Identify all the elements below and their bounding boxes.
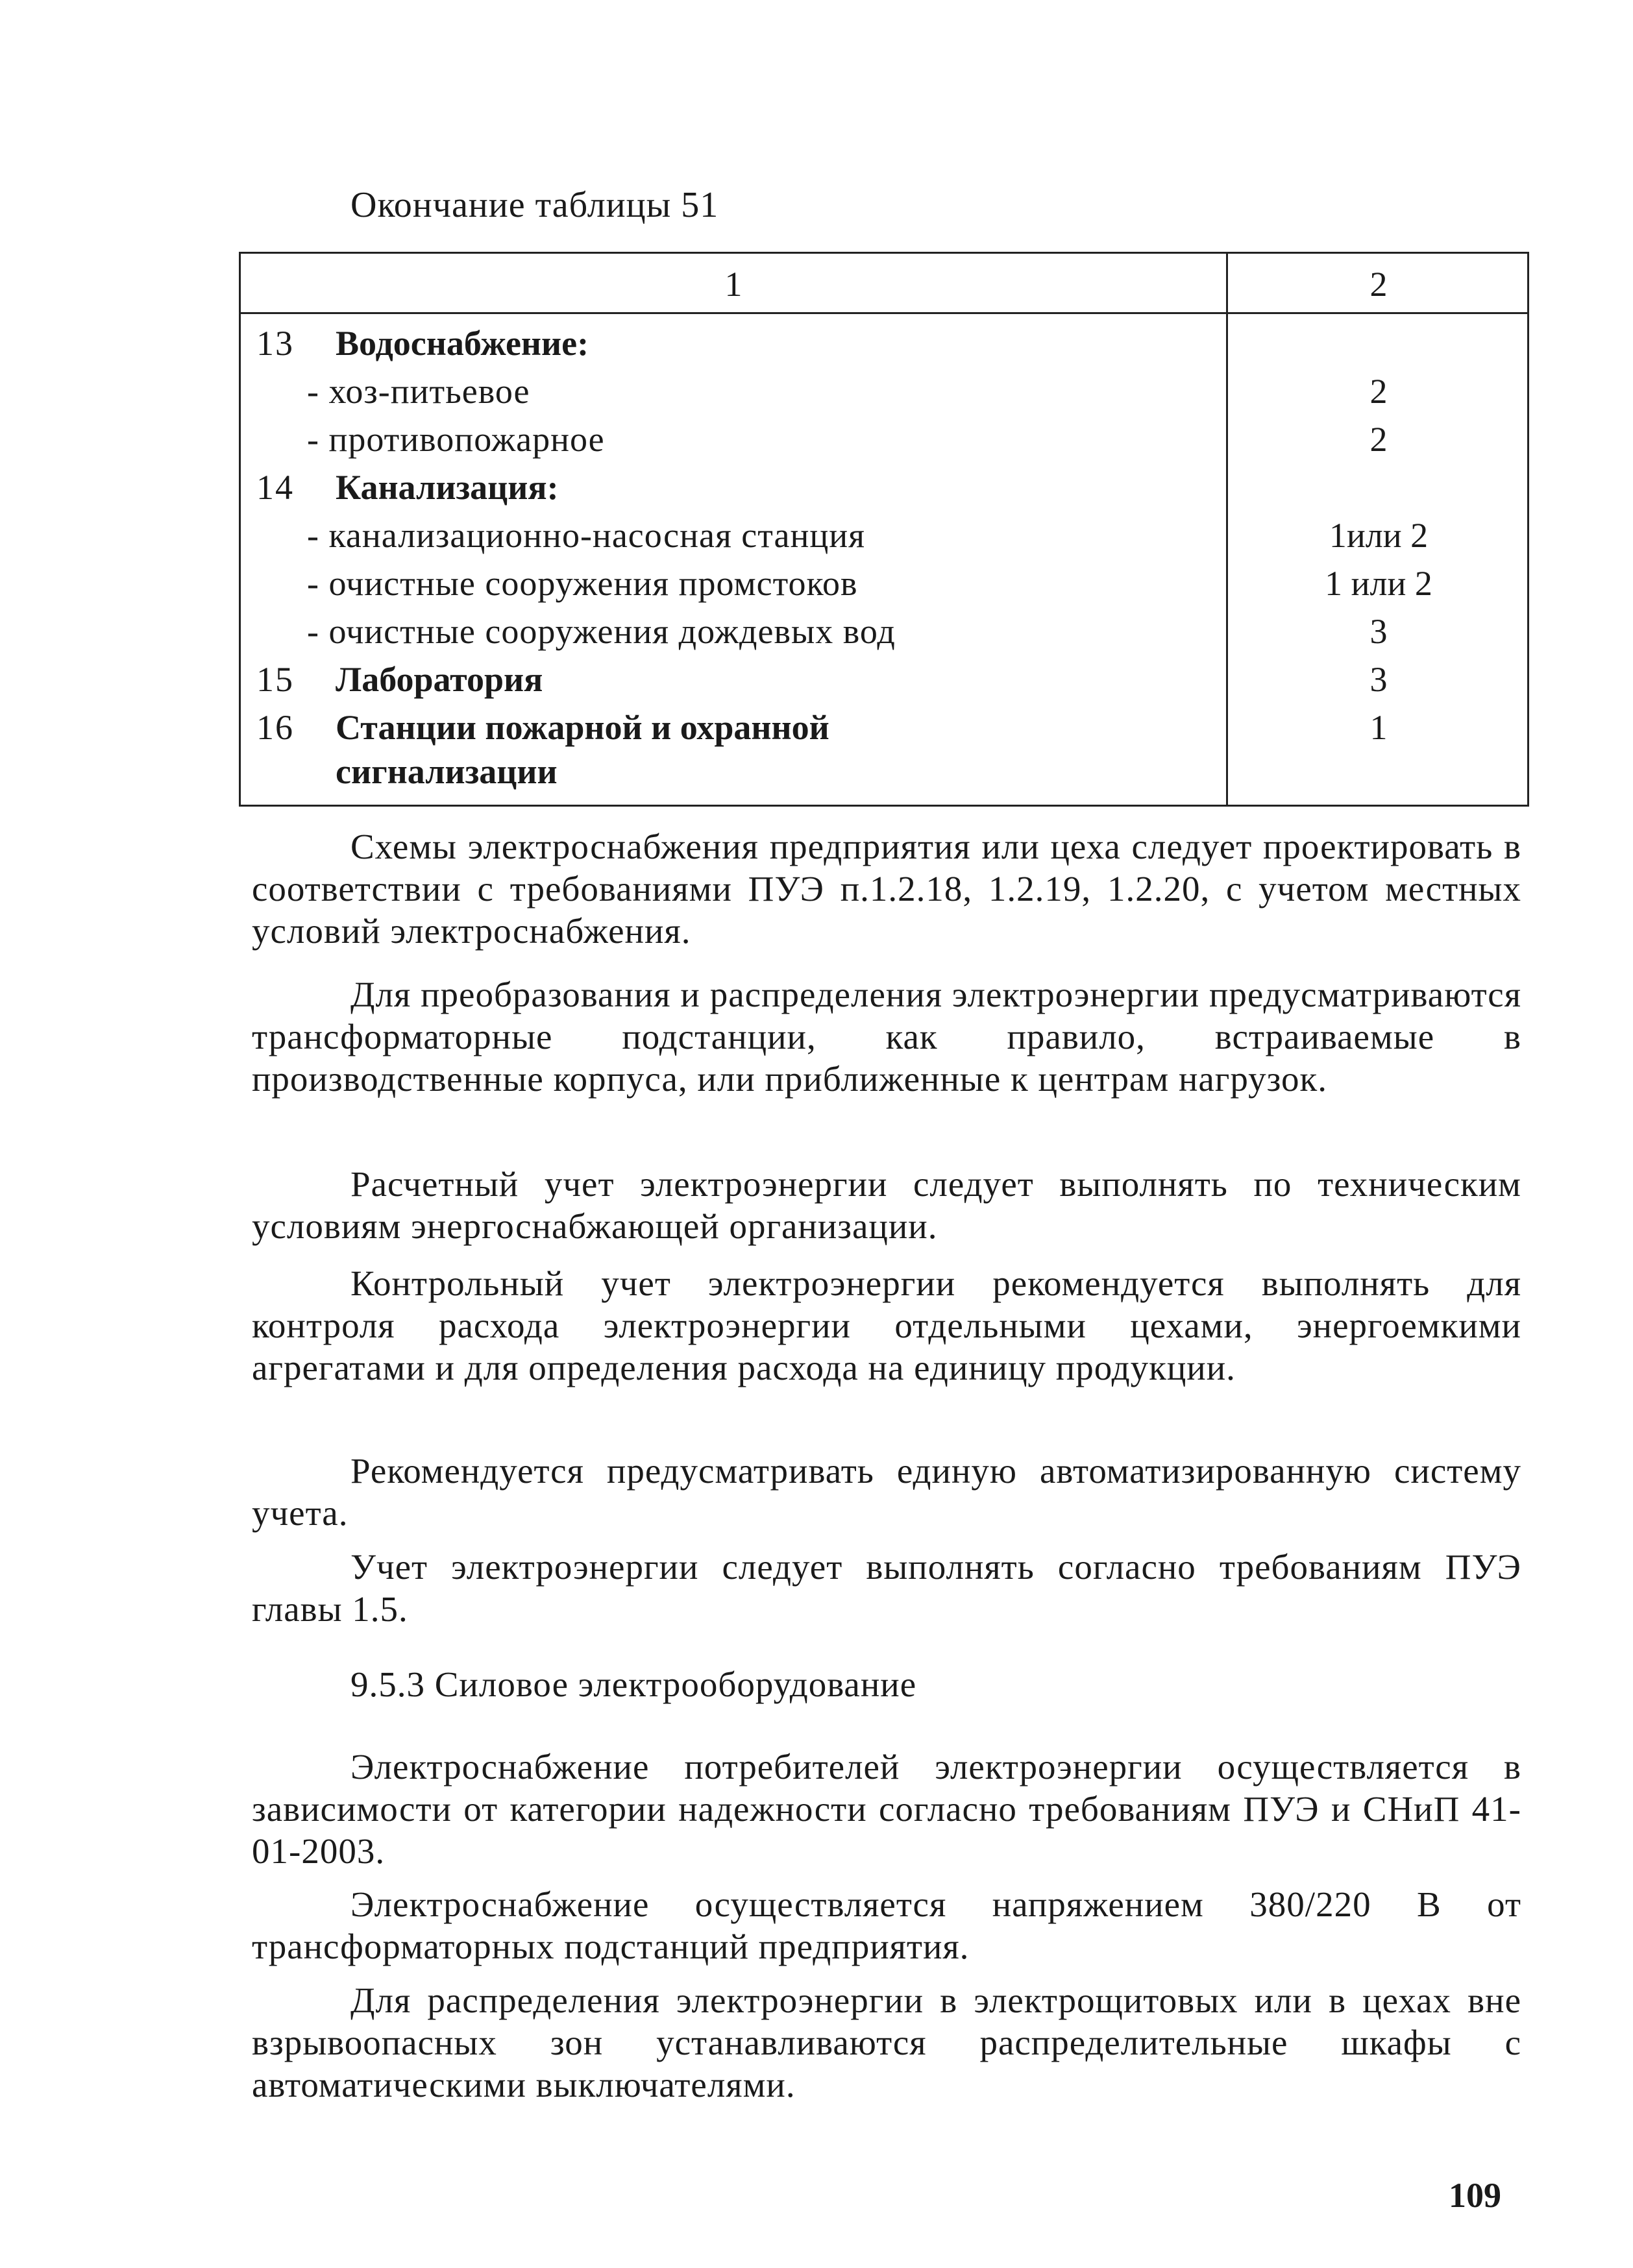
paragraph: Электроснабжение потребителей электроэнергии осуществляется в зависимости от категории надежности согласно требованиям ПУЭ и СНиП 41-01-2003. <box>252 1747 1521 1871</box>
row-number: 13 <box>256 324 294 363</box>
paragraph: Для преобразования и распределения электроэнергии предусматриваются трансформаторные подстанции, как правило, встраиваемые в производственные корпуса, или приближенные к центрам нагрузок. <box>252 975 1521 1099</box>
paragraph: Электроснабжение осуществляется напряжением 380/220 В от трансформаторных подстанций предприятия. <box>252 1884 1521 1966</box>
row-value: 1 или 2 <box>1325 564 1432 603</box>
row-label: - противопожарное <box>307 420 605 459</box>
paragraph: Для распределения электроэнергии в электрощитовых или в цехах вне взрывоопасных зон устанавливаются распределительные шкафы с автоматическими выключателями. <box>252 1981 1521 2104</box>
table-header-col-1: 1 <box>724 265 743 304</box>
paragraph: Схемы электроснабжения предприятия или цеха следует проектировать в соответствии с требованиями ПУЭ п.1.2.18, 1.2.19, 1.2.20, с учетом местных условий электроснабжения. <box>252 827 1521 951</box>
row-value: 1 <box>1369 708 1388 747</box>
row-label: - хоз-питьевое <box>307 372 530 411</box>
table-row <box>241 563 1527 611</box>
table-row <box>241 467 1527 515</box>
row-number: 15 <box>256 660 294 699</box>
table-row <box>241 707 1527 755</box>
row-value: 2 <box>1369 420 1388 459</box>
table-row <box>241 323 1527 371</box>
table-row <box>241 419 1527 467</box>
table-row <box>241 751 1527 799</box>
row-label: сигнализации <box>336 752 558 791</box>
row-label: - очистные сооружения промстоков <box>307 564 858 603</box>
table-row <box>241 371 1527 419</box>
table-row <box>241 515 1527 563</box>
paragraph: Рекомендуется предусматривать единую автоматизированную систему учета. <box>252 1451 1521 1533</box>
row-label: Станции пожарной и охранной <box>336 708 829 747</box>
paragraph: Учет электроэнергии следует выполнять согласно требованиям ПУЭ главы 1.5. <box>252 1547 1521 1629</box>
row-value: 1или 2 <box>1329 516 1429 555</box>
row-value: 3 <box>1369 612 1388 651</box>
row-label: Лаборатория <box>336 660 543 699</box>
table-header-divider <box>241 312 1527 314</box>
table-caption: Окончание таблицы 51 <box>350 185 719 225</box>
row-number: 16 <box>256 708 294 747</box>
table-row <box>241 611 1527 659</box>
row-value: 2 <box>1369 372 1388 411</box>
section-heading: 9.5.3 Силовое электрооборудование <box>350 1664 917 1704</box>
row-label: - канализационно-насосная станция <box>307 516 866 555</box>
table-header-col-2: 2 <box>1369 265 1388 304</box>
data-table <box>239 252 1529 807</box>
paragraph: Контрольный учет электроэнергии рекомендуется выполнять для контроля расхода электроэнергии отдельными цехами, энергоемкими агрегатами и для определения расхода на единицу продукции. <box>252 1263 1521 1387</box>
row-label: Водоснабжение: <box>336 324 589 363</box>
paragraph: Расчетный учет электроэнергии следует выполнять по техническим условиям энергоснабжающей организации. <box>252 1164 1521 1246</box>
table-row <box>241 659 1527 707</box>
row-number: 14 <box>256 468 294 507</box>
row-value: 3 <box>1369 660 1388 699</box>
page-number: 109 <box>1449 2176 1501 2215</box>
row-label: - очистные сооружения дождевых вод <box>307 612 896 651</box>
row-label: Канализация: <box>336 468 559 507</box>
